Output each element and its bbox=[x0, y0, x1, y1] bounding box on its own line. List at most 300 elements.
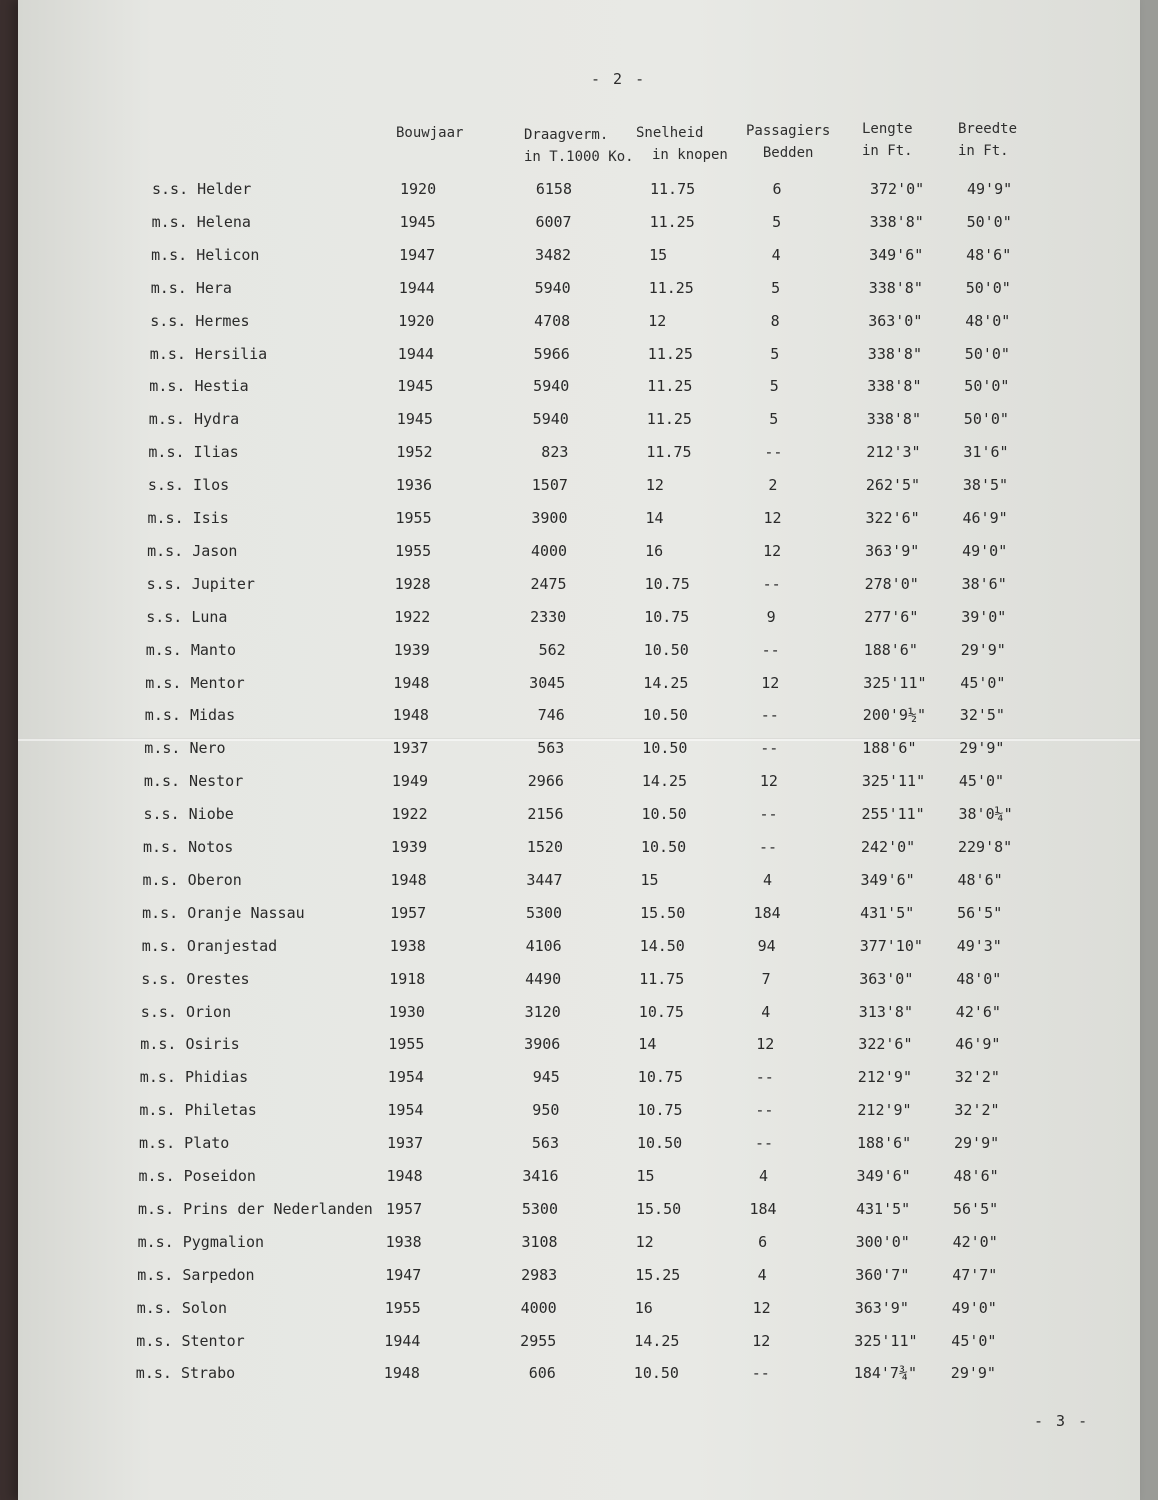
build-year: 1952 bbox=[396, 443, 433, 462]
length: 372'0" bbox=[870, 180, 925, 198]
table-row bbox=[143, 838, 1043, 868]
width: 48'0" bbox=[965, 311, 1011, 330]
capacity: 2156 bbox=[527, 805, 564, 824]
passenger-beds: -- bbox=[755, 1068, 774, 1087]
passenger-beds: 5 bbox=[770, 344, 780, 363]
build-year: 1957 bbox=[390, 903, 427, 922]
passenger-beds: 12 bbox=[759, 772, 778, 791]
length: 363'0" bbox=[868, 311, 923, 330]
capacity: 2966 bbox=[527, 772, 564, 791]
passenger-beds: 6 bbox=[758, 1232, 768, 1251]
passenger-beds: 4 bbox=[758, 1167, 769, 1185]
length: 300'0" bbox=[855, 1232, 910, 1251]
length: 255'11" bbox=[861, 805, 925, 824]
capacity: 563 bbox=[537, 739, 565, 758]
table-row bbox=[151, 279, 1051, 309]
ship-name: m.s. Philetas bbox=[139, 1101, 257, 1120]
table-row bbox=[137, 1266, 1037, 1296]
table-row bbox=[141, 970, 1041, 1000]
ship-name: s.s. Jupiter bbox=[146, 574, 255, 593]
build-year: 1936 bbox=[395, 476, 433, 495]
length: 338'8" bbox=[867, 377, 922, 396]
capacity: 1520 bbox=[526, 838, 563, 856]
table-row bbox=[144, 805, 1044, 835]
build-year: 1945 bbox=[399, 212, 436, 231]
length: 363'9" bbox=[865, 541, 920, 560]
ship-name: m.s. Hydra bbox=[148, 410, 240, 429]
build-year: 1939 bbox=[391, 838, 428, 856]
table-row bbox=[148, 443, 1048, 473]
speed: 15.50 bbox=[640, 903, 686, 922]
width: 48'6" bbox=[953, 1167, 999, 1185]
speed: 11.75 bbox=[646, 443, 692, 462]
passenger-beds: -- bbox=[762, 574, 781, 593]
width: 56'5" bbox=[957, 903, 1003, 922]
passenger-beds: 12 bbox=[761, 673, 780, 692]
build-year: 1920 bbox=[400, 180, 437, 198]
length: 242'0" bbox=[861, 838, 916, 856]
passenger-beds: 12 bbox=[756, 1035, 775, 1054]
build-year: 1944 bbox=[398, 278, 435, 297]
length: 212'3" bbox=[866, 443, 921, 462]
length: 325'11" bbox=[863, 673, 927, 692]
width: 29'9" bbox=[959, 739, 1005, 758]
capacity: 5300 bbox=[525, 903, 563, 922]
speed: 10.75 bbox=[644, 574, 690, 593]
build-year: 1945 bbox=[397, 377, 434, 396]
table-row bbox=[151, 246, 1051, 276]
table-row bbox=[147, 575, 1047, 605]
length: 262'5" bbox=[865, 476, 921, 495]
build-year: 1937 bbox=[392, 739, 429, 758]
speed: 11.25 bbox=[646, 410, 692, 429]
table-row bbox=[152, 213, 1052, 243]
passenger-beds: 4 bbox=[761, 1002, 771, 1021]
build-year: 1939 bbox=[393, 640, 430, 659]
capacity: 3906 bbox=[524, 1035, 561, 1054]
build-year: 1954 bbox=[387, 1101, 424, 1120]
speed: 11.25 bbox=[647, 377, 693, 396]
build-year: 1955 bbox=[395, 509, 432, 527]
capacity: 4106 bbox=[525, 936, 562, 955]
width: 49'0" bbox=[962, 541, 1008, 560]
table-row bbox=[145, 706, 1045, 736]
passenger-beds: 2 bbox=[768, 476, 778, 495]
passenger-beds: 12 bbox=[752, 1331, 771, 1350]
capacity: 1507 bbox=[531, 476, 568, 495]
speed: 10.75 bbox=[637, 1068, 683, 1087]
width: 39'0" bbox=[961, 607, 1007, 626]
build-year: 1955 bbox=[384, 1298, 421, 1317]
table-row bbox=[148, 476, 1048, 506]
capacity: 746 bbox=[537, 706, 565, 725]
length: 313'8" bbox=[858, 1002, 913, 1021]
ship-name: m.s. Manto bbox=[145, 640, 236, 659]
table-row bbox=[142, 937, 1042, 967]
width: 45'0" bbox=[958, 772, 1005, 791]
length: 188'6" bbox=[857, 1134, 912, 1153]
length: 377'10" bbox=[859, 936, 923, 955]
width: 50'0" bbox=[964, 344, 1010, 363]
width: 50'0" bbox=[964, 377, 1010, 396]
capacity: 5300 bbox=[521, 1199, 558, 1218]
speed: 14.25 bbox=[641, 772, 688, 791]
length: 322'6" bbox=[865, 509, 920, 527]
length: 277'6" bbox=[864, 607, 919, 626]
speed: 10.75 bbox=[638, 1002, 684, 1021]
ship-name: s.s. Hermes bbox=[150, 311, 250, 330]
ship-name: m.s. Nestor bbox=[143, 772, 244, 791]
passenger-beds: -- bbox=[761, 640, 780, 659]
build-year: 1948 bbox=[392, 706, 429, 725]
ship-name: m.s. Plato bbox=[139, 1134, 230, 1153]
length: 349'6" bbox=[856, 1167, 911, 1185]
passenger-beds: 5 bbox=[769, 377, 779, 396]
table-row bbox=[152, 180, 1052, 210]
table-row bbox=[144, 772, 1044, 802]
table-row bbox=[148, 509, 1048, 539]
length: 325'11" bbox=[854, 1331, 918, 1350]
ship-name: m.s. Hersilia bbox=[149, 344, 268, 363]
ship-name: m.s. Midas bbox=[144, 706, 236, 725]
width: 56'5" bbox=[953, 1199, 999, 1218]
build-year: 1938 bbox=[385, 1232, 422, 1251]
speed: 11.25 bbox=[647, 344, 693, 363]
table-row bbox=[137, 1299, 1037, 1329]
capacity: 945 bbox=[532, 1068, 560, 1087]
passenger-beds: 94 bbox=[757, 936, 776, 955]
length: 363'9" bbox=[854, 1298, 909, 1317]
capacity: 5940 bbox=[533, 377, 570, 396]
width: 48'6" bbox=[966, 245, 1012, 264]
build-year: 1918 bbox=[389, 969, 426, 988]
table-row bbox=[146, 641, 1046, 671]
passenger-beds: 5 bbox=[772, 212, 782, 231]
build-year: 1944 bbox=[384, 1331, 421, 1350]
ship-name: m.s. Prins der Nederlanden bbox=[138, 1199, 373, 1218]
capacity: 563 bbox=[531, 1134, 559, 1153]
photo-background-left bbox=[0, 0, 18, 1500]
width: 49'0" bbox=[951, 1298, 997, 1317]
speed: 10.50 bbox=[637, 1134, 683, 1153]
length: 349'6" bbox=[869, 245, 924, 264]
ship-name: m.s. Poseidon bbox=[138, 1167, 256, 1185]
speed: 10.50 bbox=[633, 1364, 679, 1383]
length: 431'5" bbox=[860, 903, 915, 922]
capacity: 3900 bbox=[531, 509, 568, 527]
ship-name: s.s. Niobe bbox=[143, 805, 234, 824]
capacity: 5940 bbox=[534, 278, 571, 297]
passenger-beds: 12 bbox=[763, 541, 782, 560]
table-row bbox=[141, 1003, 1041, 1033]
passenger-beds: 7 bbox=[761, 969, 771, 988]
speed: 11.75 bbox=[639, 969, 685, 988]
speed: 14.50 bbox=[639, 936, 685, 955]
ship-name: m.s. Jason bbox=[147, 541, 238, 560]
capacity: 4000 bbox=[530, 541, 568, 560]
ship-name: m.s. Hestia bbox=[149, 377, 249, 396]
passenger-beds: 4 bbox=[757, 1265, 767, 1284]
build-year: 1945 bbox=[396, 410, 433, 429]
capacity: 4490 bbox=[525, 969, 562, 988]
build-year: 1928 bbox=[394, 574, 431, 593]
width: 42'6" bbox=[955, 1002, 1001, 1021]
table-row bbox=[149, 377, 1049, 407]
ship-name: m.s. Hera bbox=[150, 278, 232, 297]
table-row bbox=[150, 345, 1050, 375]
capacity: 2475 bbox=[530, 574, 567, 593]
capacity: 2330 bbox=[530, 607, 567, 626]
ship-name: s.s. Ilos bbox=[147, 476, 230, 495]
speed: 12 bbox=[648, 311, 667, 330]
passenger-beds: -- bbox=[758, 838, 778, 856]
passenger-beds: -- bbox=[760, 739, 779, 758]
width: 31'6" bbox=[963, 443, 1009, 462]
capacity: 6007 bbox=[535, 212, 572, 231]
width: 38'6" bbox=[961, 574, 1007, 593]
build-year: 1944 bbox=[397, 344, 434, 363]
speed: 12 bbox=[635, 1232, 654, 1251]
width: 42'0" bbox=[952, 1232, 998, 1251]
speed: 16 bbox=[645, 541, 664, 560]
table-row bbox=[140, 1068, 1040, 1098]
length: 338'8" bbox=[866, 410, 921, 429]
width: 32'5" bbox=[959, 706, 1005, 725]
capacity: 606 bbox=[528, 1364, 556, 1383]
build-year: 1938 bbox=[389, 936, 426, 955]
passenger-beds: -- bbox=[759, 805, 778, 824]
ship-name: m.s. Oberon bbox=[142, 870, 242, 889]
build-year: 1957 bbox=[386, 1199, 423, 1218]
speed: 16 bbox=[634, 1298, 653, 1317]
length: 184'7¾" bbox=[853, 1364, 918, 1383]
build-year: 1947 bbox=[399, 245, 436, 264]
table-row bbox=[138, 1233, 1038, 1263]
passenger-beds: 4 bbox=[762, 870, 773, 889]
photo-background-right bbox=[1140, 0, 1158, 1500]
ship-name: m.s. Solon bbox=[136, 1298, 227, 1317]
length: 431'5" bbox=[856, 1199, 911, 1218]
build-year: 1955 bbox=[388, 1035, 425, 1054]
ship-name: m.s. Pygmalion bbox=[137, 1232, 265, 1251]
header-capacity: Draagverm. in T.1000 Ko. bbox=[524, 127, 634, 165]
ship-name: m.s. Helicon bbox=[151, 245, 260, 264]
table-row bbox=[145, 674, 1045, 704]
build-year: 1947 bbox=[385, 1265, 422, 1284]
length: 338'8" bbox=[869, 212, 924, 231]
length: 360'7" bbox=[855, 1265, 910, 1284]
width: 50'0" bbox=[963, 410, 1009, 429]
width: 49'9" bbox=[967, 180, 1013, 198]
ship-name: m.s. Nero bbox=[144, 739, 226, 758]
capacity: 2983 bbox=[521, 1265, 558, 1284]
passenger-beds: -- bbox=[754, 1134, 774, 1153]
build-year: 1922 bbox=[391, 805, 428, 824]
ship-name: s.s. Helder bbox=[152, 180, 252, 198]
capacity: 950 bbox=[532, 1101, 560, 1120]
ship-name: s.s. Orion bbox=[140, 1002, 232, 1021]
table-row bbox=[139, 1101, 1039, 1131]
header-passengers: Passagiers Bedden bbox=[746, 123, 831, 161]
header-width: Breedte in Ft. bbox=[958, 121, 1018, 159]
length: 200'9½" bbox=[862, 706, 927, 725]
passenger-beds: 5 bbox=[769, 410, 779, 429]
passenger-beds: -- bbox=[764, 443, 783, 462]
table-row bbox=[142, 904, 1042, 934]
width: 50'0" bbox=[966, 212, 1012, 231]
length: 212'9" bbox=[857, 1101, 912, 1120]
speed: 10.50 bbox=[642, 706, 688, 725]
passenger-beds: 184 bbox=[749, 1199, 777, 1218]
speed: 10.50 bbox=[641, 838, 687, 856]
width: 45'0" bbox=[951, 1331, 997, 1350]
capacity: 6158 bbox=[535, 180, 572, 198]
passenger-beds: 9 bbox=[766, 607, 776, 626]
capacity: 3482 bbox=[534, 245, 572, 264]
capacity: 2955 bbox=[520, 1331, 557, 1350]
width: 32'2" bbox=[954, 1101, 1000, 1120]
ship-name: s.s. Luna bbox=[146, 607, 228, 626]
build-year: 1937 bbox=[387, 1134, 424, 1153]
passenger-beds: 4 bbox=[771, 245, 781, 264]
width: 29'9" bbox=[960, 640, 1006, 659]
width: 48'0" bbox=[956, 969, 1002, 988]
ship-name: m.s. Phidias bbox=[139, 1068, 249, 1087]
table-row bbox=[143, 871, 1043, 901]
length: 322'6" bbox=[858, 1035, 913, 1054]
speed: 11.25 bbox=[648, 278, 694, 297]
speed: 15.50 bbox=[636, 1199, 682, 1218]
capacity: 5966 bbox=[533, 344, 570, 363]
length: 278'0" bbox=[864, 574, 919, 593]
table-row bbox=[136, 1332, 1036, 1362]
capacity: 4708 bbox=[534, 311, 571, 330]
speed: 10.75 bbox=[637, 1101, 683, 1120]
width: 46'9" bbox=[955, 1035, 1001, 1054]
document-page bbox=[18, 0, 1140, 1500]
speed: 14 bbox=[645, 509, 664, 527]
table-row bbox=[144, 739, 1044, 769]
build-year: 1930 bbox=[388, 1002, 425, 1021]
passenger-beds: 8 bbox=[770, 311, 780, 330]
ship-name: m.s. Stentor bbox=[136, 1331, 245, 1350]
build-year: 1948 bbox=[383, 1364, 420, 1383]
width: 38'0¼" bbox=[958, 805, 1013, 824]
build-year: 1948 bbox=[386, 1167, 423, 1185]
build-year: 1948 bbox=[390, 870, 427, 889]
table-row bbox=[136, 1364, 1036, 1394]
build-year: 1955 bbox=[395, 541, 432, 560]
build-year: 1949 bbox=[391, 772, 429, 791]
passenger-beds: -- bbox=[755, 1101, 774, 1120]
passenger-beds: 5 bbox=[771, 278, 781, 297]
ship-name: m.s. Oranjestad bbox=[141, 936, 278, 955]
width: 32'2" bbox=[954, 1068, 1000, 1087]
passenger-beds: 184 bbox=[753, 903, 781, 922]
speed: 11.75 bbox=[650, 180, 696, 198]
header-length: Lengte in Ft. bbox=[862, 121, 913, 159]
width: 46'9" bbox=[962, 509, 1008, 527]
width: 48'6" bbox=[957, 870, 1003, 889]
length: 349'6" bbox=[860, 870, 915, 889]
speed: 15.25 bbox=[635, 1265, 681, 1284]
build-year: 1948 bbox=[393, 673, 430, 692]
capacity: 3416 bbox=[522, 1167, 559, 1185]
speed: 14.25 bbox=[643, 673, 689, 692]
table-row bbox=[149, 410, 1049, 440]
passenger-beds: 12 bbox=[763, 509, 782, 527]
capacity: 3108 bbox=[521, 1232, 558, 1251]
capacity: 3120 bbox=[524, 1002, 561, 1021]
speed: 10.50 bbox=[643, 640, 689, 659]
ship-name: m.s. Sarpedon bbox=[137, 1265, 255, 1284]
page-number: - 2 - bbox=[591, 70, 647, 88]
passenger-beds: 12 bbox=[752, 1298, 771, 1317]
build-year: 1920 bbox=[398, 311, 435, 330]
width: 29'9" bbox=[954, 1134, 1000, 1153]
table-row bbox=[150, 312, 1050, 342]
table-row bbox=[139, 1134, 1039, 1164]
header-speed: Snelheid in knopen bbox=[636, 125, 728, 163]
ship-name: s.s. Orestes bbox=[141, 969, 250, 988]
speed: 12 bbox=[645, 476, 664, 495]
speed: 15 bbox=[640, 870, 659, 889]
speed: 14 bbox=[638, 1035, 657, 1054]
passenger-beds: -- bbox=[751, 1364, 770, 1383]
ship-name: m.s. Helena bbox=[151, 212, 251, 231]
ship-name: m.s. Osiris bbox=[140, 1035, 240, 1054]
ship-name: m.s. Mentor bbox=[145, 673, 245, 692]
ship-name: m.s. Strabo bbox=[135, 1364, 236, 1383]
table-row bbox=[147, 542, 1047, 572]
width: 229'8" bbox=[958, 838, 1013, 856]
next-page-marker: - 3 - bbox=[1034, 1412, 1090, 1430]
speed: 11.25 bbox=[649, 212, 695, 231]
width: 47'7" bbox=[952, 1265, 998, 1284]
capacity: 3447 bbox=[526, 870, 563, 889]
length: 363'0" bbox=[859, 969, 914, 988]
speed: 10.50 bbox=[641, 805, 687, 824]
length: 212'9" bbox=[857, 1068, 912, 1087]
capacity: 5940 bbox=[532, 410, 569, 429]
table-row bbox=[139, 1167, 1039, 1197]
speed: 15 bbox=[636, 1167, 655, 1185]
ship-name: m.s. Isis bbox=[147, 509, 229, 527]
length: 188'6" bbox=[862, 739, 917, 758]
width: 45'0" bbox=[960, 673, 1006, 692]
table-row bbox=[138, 1200, 1038, 1230]
length: 338'8" bbox=[868, 278, 923, 297]
passenger-beds: -- bbox=[760, 706, 779, 725]
length: 325'11" bbox=[861, 772, 926, 791]
speed: 10.50 bbox=[642, 739, 688, 758]
speed: 10.75 bbox=[644, 607, 690, 626]
width: 38'5" bbox=[962, 476, 1009, 495]
capacity: 4000 bbox=[520, 1298, 557, 1317]
width: 49'3" bbox=[956, 936, 1002, 955]
capacity: 3045 bbox=[529, 673, 566, 692]
capacity: 823 bbox=[541, 443, 569, 462]
build-year: 1954 bbox=[387, 1068, 424, 1087]
ship-name: m.s. Ilias bbox=[148, 443, 239, 462]
length: 188'6" bbox=[863, 640, 918, 659]
width: 29'9" bbox=[950, 1364, 996, 1383]
passenger-beds: 6 bbox=[772, 180, 782, 198]
capacity: 562 bbox=[538, 640, 566, 659]
build-year: 1922 bbox=[394, 607, 431, 626]
ship-name: m.s. Notos bbox=[143, 838, 234, 856]
width: 50'0" bbox=[965, 278, 1011, 297]
